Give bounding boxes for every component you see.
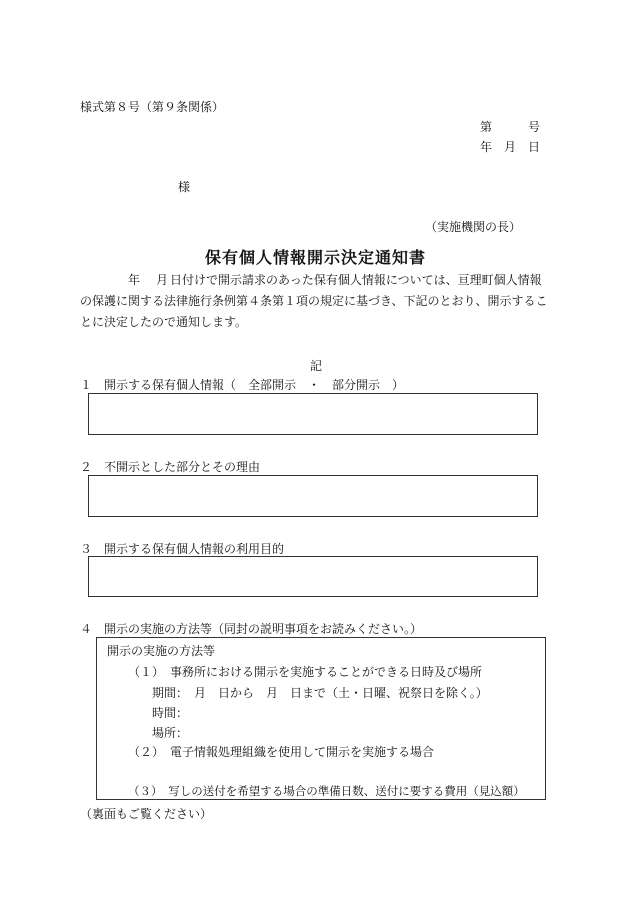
section-2-label: ２ 不開示とした部分とその理由: [80, 460, 261, 474]
section-4-label: ４ 開示の実施の方法等（同封の説明事項をお読みください。）: [80, 622, 423, 636]
document-number: 第 号: [480, 120, 541, 134]
document-title: 保有個人情報開示決定通知書: [205, 248, 427, 267]
ki-label: 記: [310, 359, 323, 373]
intro-text: 日付けで開示請求のあった保有個人情報については、亘理町個人情報の保護に関する法律施行条例第４条第１項の規定に基づき、下記のとおり、開示することに決定したので通知します。: [80, 273, 548, 329]
method-place: 場所：: [152, 726, 189, 740]
section-1-field[interactable]: [88, 393, 538, 435]
form-label: 様式第８号（第９条関係）: [80, 100, 225, 114]
method-item-2: （２） 電子情報処理組織を使用して開示を実施する場合: [128, 745, 435, 759]
section-2-field[interactable]: [88, 475, 538, 517]
footer-note: （裏面もご覧ください）: [80, 807, 213, 821]
section-4-box-title: 開示の実施の方法等: [107, 644, 216, 658]
recipient-suffix: 様: [178, 180, 191, 194]
method-period: 期間： 月 日から 月 日まで（土・日曜、祝祭日を除く。）: [152, 686, 488, 700]
section-1-label: １ 開示する保有個人情報（ 全部開示 ・ 部分開示 ）: [80, 378, 405, 392]
section-3-field[interactable]: [88, 556, 538, 597]
section-3-label: ３ 開示する保有個人情報の利用目的: [80, 542, 285, 556]
intro-date-blank: 年 月: [128, 273, 171, 287]
document-date: 年 月 日: [480, 140, 541, 154]
method-item-3: （３） 写しの送付を希望する場合の準備日数、送付に要する費用（見込額）: [128, 784, 525, 798]
intro-paragraph: [80, 270, 552, 333]
issuer-label: （実施機関の長）: [425, 220, 522, 234]
method-time: 時間：: [152, 706, 189, 720]
method-item-1: （１） 事務所における開示を実施することができる日時及び場所: [128, 665, 483, 679]
